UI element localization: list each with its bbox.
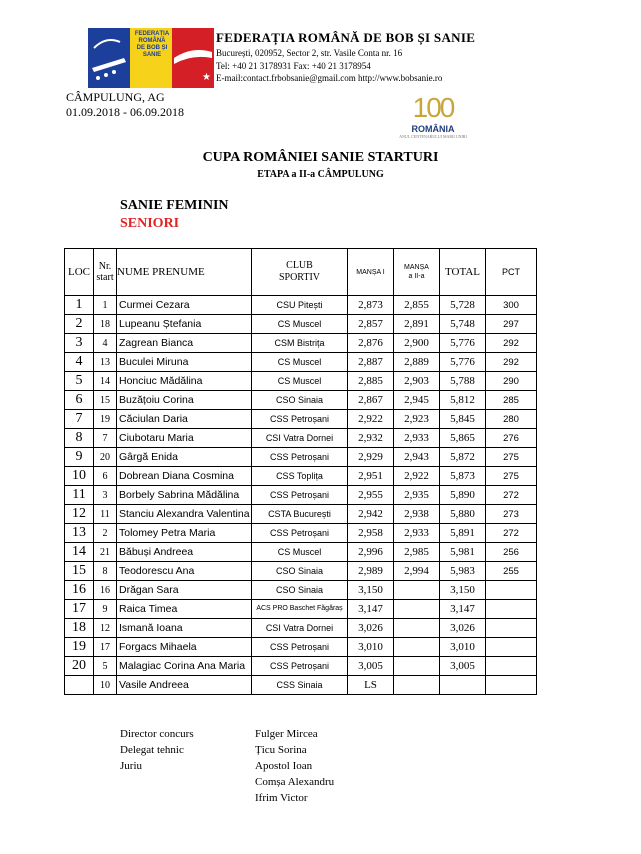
table-row xyxy=(65,296,537,315)
cell-loc: 11 xyxy=(65,486,94,505)
cell-total: 5,890 xyxy=(440,486,486,505)
cell-total: 5,872 xyxy=(440,448,486,467)
cell-name: Curmei Cezara xyxy=(117,296,252,315)
cell-loc: 12 xyxy=(65,505,94,524)
table-row xyxy=(65,619,537,638)
cell-nr-start: 4 xyxy=(94,334,117,353)
header-club-line1: CLUB xyxy=(286,260,313,271)
cell-run1: LS xyxy=(348,676,394,695)
cell-loc: 19 xyxy=(65,638,94,657)
cell-pct: 275 xyxy=(486,448,537,467)
cell-nr-start: 18 xyxy=(94,315,117,334)
cell-nr-start: 11 xyxy=(94,505,117,524)
cell-club: CSS Sinaia xyxy=(252,676,348,695)
cell-run1: 3,005 xyxy=(348,657,394,676)
cell-loc: 1 xyxy=(65,296,94,315)
official-name: Ifrim Victor xyxy=(255,792,308,804)
cell-run1: 3,026 xyxy=(348,619,394,638)
cell-pct: 256 xyxy=(486,543,537,562)
cell-loc: 14 xyxy=(65,543,94,562)
federation-address: București, 020952, Sector 2, str. Vasile Conta nr. 16 xyxy=(216,48,403,58)
table-row xyxy=(65,410,537,429)
cell-pct xyxy=(486,581,537,600)
cell-club: CSO Sinaia xyxy=(252,581,348,600)
table-row xyxy=(65,467,537,486)
cell-total: 3,026 xyxy=(440,619,486,638)
cell-run2: 2,943 xyxy=(394,448,440,467)
cell-run1: 2,929 xyxy=(348,448,394,467)
cell-nr-start: 19 xyxy=(94,410,117,429)
cell-run1: 2,932 xyxy=(348,429,394,448)
cell-run2 xyxy=(394,676,440,695)
event-dates: 01.09.2018 - 06.09.2018 xyxy=(66,105,184,119)
cell-pct: 297 xyxy=(486,315,537,334)
cell-nr-start: 20 xyxy=(94,448,117,467)
official-name: Fulger Mircea xyxy=(255,728,318,740)
cell-run1: 2,922 xyxy=(348,410,394,429)
cell-total: 5,728 xyxy=(440,296,486,315)
federation-name: FEDERAȚIA ROMÂNĂ DE BOB ȘI SANIE xyxy=(216,30,476,45)
cell-nr-start: 12 xyxy=(94,619,117,638)
cell-run2 xyxy=(394,619,440,638)
official-name: Țicu Sorina xyxy=(255,744,307,756)
cell-nr-start: 3 xyxy=(94,486,117,505)
cell-pct: 292 xyxy=(486,353,537,372)
cell-nr-start: 5 xyxy=(94,657,117,676)
cell-club: CSS Petroșani xyxy=(252,638,348,657)
cell-run2 xyxy=(394,581,440,600)
cell-name: Borbely Sabrina Mădălina xyxy=(117,486,252,505)
cell-run1: 2,885 xyxy=(348,372,394,391)
cell-name: Drăgan Sara xyxy=(117,581,252,600)
cell-pct: 273 xyxy=(486,505,537,524)
cell-run2 xyxy=(394,657,440,676)
cell-club: CSS Petroșani xyxy=(252,524,348,543)
cell-run1: 2,942 xyxy=(348,505,394,524)
centenar-logo xyxy=(398,92,468,142)
cell-run2: 2,994 xyxy=(394,562,440,581)
cell-club: CS Muscel xyxy=(252,315,348,334)
cell-club: CSS Petroșani xyxy=(252,410,348,429)
cell-run2: 2,933 xyxy=(394,429,440,448)
cell-total: 5,891 xyxy=(440,524,486,543)
cell-run1: 2,876 xyxy=(348,334,394,353)
cell-run2: 2,903 xyxy=(394,372,440,391)
centenar-subtitle: ANUL CENTENARULUI MARII UNIRI xyxy=(399,134,467,139)
cell-loc: 6 xyxy=(65,391,94,410)
centenar-number: 100 xyxy=(412,92,454,123)
cell-run2: 2,945 xyxy=(394,391,440,410)
cell-loc: 20 xyxy=(65,657,94,676)
cell-pct xyxy=(486,619,537,638)
cell-run1: 2,989 xyxy=(348,562,394,581)
table-row xyxy=(65,600,537,619)
cell-loc: 17 xyxy=(65,600,94,619)
cell-nr-start: 21 xyxy=(94,543,117,562)
cell-loc: 7 xyxy=(65,410,94,429)
cell-name: Tolomey Petra Maria xyxy=(117,524,252,543)
cell-total: 5,880 xyxy=(440,505,486,524)
cell-run2: 2,923 xyxy=(394,410,440,429)
bobsleigh-icon xyxy=(172,28,214,88)
table-row xyxy=(65,543,537,562)
cell-name: Buculei Miruna xyxy=(117,353,252,372)
cell-club: CSM Bistrița xyxy=(252,334,348,353)
cell-total: 3,150 xyxy=(440,581,486,600)
cell-club: ACS PRO Baschet Făgăraș xyxy=(252,600,348,619)
logo-red-band xyxy=(172,28,214,88)
sled-icon xyxy=(88,28,130,88)
cell-nr-start: 9 xyxy=(94,600,117,619)
cell-run2: 2,900 xyxy=(394,334,440,353)
cell-pct xyxy=(486,638,537,657)
cell-run2 xyxy=(394,638,440,657)
cell-run1: 2,873 xyxy=(348,296,394,315)
cell-pct: 280 xyxy=(486,410,537,429)
cell-run1: 2,955 xyxy=(348,486,394,505)
cell-total xyxy=(440,676,486,695)
cell-loc: 16 xyxy=(65,581,94,600)
cell-nr-start: 2 xyxy=(94,524,117,543)
cell-club: CSO Sinaia xyxy=(252,391,348,410)
official-name: Apostol Ioan xyxy=(255,760,313,772)
cell-total: 5,776 xyxy=(440,353,486,372)
table-row xyxy=(65,372,537,391)
cell-run2: 2,938 xyxy=(394,505,440,524)
cell-nr-start: 8 xyxy=(94,562,117,581)
cell-total: 3,010 xyxy=(440,638,486,657)
cell-total: 5,776 xyxy=(440,334,486,353)
cell-loc: 3 xyxy=(65,334,94,353)
cell-run2: 2,855 xyxy=(394,296,440,315)
cell-total: 5,812 xyxy=(440,391,486,410)
cell-club: CS Muscel xyxy=(252,353,348,372)
cell-club: CSS Petroșani xyxy=(252,657,348,676)
cell-name: Lupeanu Ștefania xyxy=(117,315,252,334)
cell-name: Ismană Ioana xyxy=(117,619,252,638)
centenar-name: ROMÂNIA xyxy=(411,124,455,134)
officials-roles xyxy=(120,726,194,774)
officials-names xyxy=(255,726,334,806)
cell-club: CSS Toplița xyxy=(252,467,348,486)
cell-total: 5,788 xyxy=(440,372,486,391)
header-nr-start xyxy=(94,249,117,296)
cell-club: CSS Petroșani xyxy=(252,448,348,467)
header-club xyxy=(252,249,348,296)
table-row xyxy=(65,315,537,334)
header-club-line2: SPORTIV xyxy=(278,272,321,283)
table-row xyxy=(65,353,537,372)
cell-club: CSU Pitești xyxy=(252,296,348,315)
cell-run2: 2,922 xyxy=(394,467,440,486)
cell-run2 xyxy=(394,600,440,619)
cell-pct: 276 xyxy=(486,429,537,448)
cell-nr-start: 14 xyxy=(94,372,117,391)
header-pct: PCT xyxy=(486,249,537,296)
cell-loc: 13 xyxy=(65,524,94,543)
table-header-row xyxy=(65,249,537,296)
page-subtitle: ETAPA a II-a CÂMPULUNG xyxy=(257,169,384,180)
header-run1: MANȘA I xyxy=(348,249,394,296)
cell-pct: 292 xyxy=(486,334,537,353)
logo-text: FEDERAȚIA ROMÂNĂ DE BOB ȘI SANIE xyxy=(134,31,170,58)
header-run2 xyxy=(394,249,440,296)
cell-loc: 9 xyxy=(65,448,94,467)
cell-name: Raica Timea xyxy=(117,600,252,619)
cell-total: 5,748 xyxy=(440,315,486,334)
cell-run1: 2,857 xyxy=(348,315,394,334)
cell-pct: 272 xyxy=(486,524,537,543)
cell-pct: 285 xyxy=(486,391,537,410)
cell-total: 5,865 xyxy=(440,429,486,448)
cell-run1: 3,010 xyxy=(348,638,394,657)
official-role: Juriu xyxy=(120,760,142,772)
cell-loc: 18 xyxy=(65,619,94,638)
page-title: CUPA ROMÂNIEI SANIE STARTURI xyxy=(202,150,439,165)
cell-name: Vasile Andreea xyxy=(117,676,252,695)
table-row xyxy=(65,524,537,543)
cell-club: CSTA București xyxy=(252,505,348,524)
cell-name: Căciulan Daria xyxy=(117,410,252,429)
cell-run1: 2,951 xyxy=(348,467,394,486)
cell-nr-start: 10 xyxy=(94,676,117,695)
cell-name: Buzățoiu Corina xyxy=(117,391,252,410)
cell-pct: 300 xyxy=(486,296,537,315)
cell-club: CS Muscel xyxy=(252,372,348,391)
cell-pct: 290 xyxy=(486,372,537,391)
cell-run1: 2,996 xyxy=(348,543,394,562)
cell-club: CSS Petroșani xyxy=(252,486,348,505)
svg-text:★: ★ xyxy=(202,72,211,83)
header-nr-line1: Nr. xyxy=(98,261,112,272)
table-row xyxy=(65,391,537,410)
cell-name: Teodorescu Ana xyxy=(117,562,252,581)
cell-total: 3,147 xyxy=(440,600,486,619)
official-role: Delegat tehnic xyxy=(120,744,184,756)
cell-name: Dobrean Diana Cosmina xyxy=(117,467,252,486)
cell-total: 5,983 xyxy=(440,562,486,581)
cell-name: Malagiac Corina Ana Maria xyxy=(117,657,252,676)
official-role: Director concurs xyxy=(120,728,194,740)
cell-club: CS Muscel xyxy=(252,543,348,562)
cell-pct xyxy=(486,676,537,695)
cell-pct xyxy=(486,657,537,676)
cell-loc: 8 xyxy=(65,429,94,448)
header-total: TOTAL xyxy=(440,249,486,296)
cell-run2: 2,935 xyxy=(394,486,440,505)
event-location: CÂMPULUNG, AG xyxy=(66,90,165,104)
federation-logo xyxy=(88,28,214,88)
cell-run1: 3,147 xyxy=(348,600,394,619)
cell-loc: 4 xyxy=(65,353,94,372)
header-nr-line2: start xyxy=(96,272,114,283)
age-group-label: SENIORI xyxy=(120,216,180,231)
cell-loc: 15 xyxy=(65,562,94,581)
cell-name: Gârgă Enida xyxy=(117,448,252,467)
cell-total: 3,005 xyxy=(440,657,486,676)
table-row xyxy=(65,657,537,676)
cell-name: Honciuc Mădălina xyxy=(117,372,252,391)
cell-pct: 275 xyxy=(486,467,537,486)
table-row xyxy=(65,448,537,467)
table-row xyxy=(65,486,537,505)
cell-nr-start: 1 xyxy=(94,296,117,315)
header-loc: LOC xyxy=(65,249,94,296)
federation-contact: E-mail:contact.frbobsanie@gmail.com http://www.bobsanie.ro xyxy=(216,73,443,83)
header-run2-line1: MANȘA xyxy=(404,264,429,271)
cell-name: Zagrean Bianca xyxy=(117,334,252,353)
cell-name: Băbuși Andreea xyxy=(117,543,252,562)
cell-club: CSI Vatra Dornei xyxy=(252,429,348,448)
cell-run2: 2,889 xyxy=(394,353,440,372)
cell-run2: 2,985 xyxy=(394,543,440,562)
cell-name: Stanciu Alexandra Valentina xyxy=(117,505,252,524)
logo-blue-band xyxy=(88,28,130,88)
table-row xyxy=(65,505,537,524)
cell-run2: 2,891 xyxy=(394,315,440,334)
cell-loc: 2 xyxy=(65,315,94,334)
category-label: SANIE FEMININ xyxy=(120,198,229,213)
cell-loc: 10 xyxy=(65,467,94,486)
cell-loc: 5 xyxy=(65,372,94,391)
cell-name: Ciubotaru Maria xyxy=(117,429,252,448)
cell-nr-start: 7 xyxy=(94,429,117,448)
official-name: Comșa Alexandru xyxy=(255,776,335,788)
table-row xyxy=(65,638,537,657)
table-row xyxy=(65,334,537,353)
table-row xyxy=(65,562,537,581)
cell-run1: 2,867 xyxy=(348,391,394,410)
cell-nr-start: 6 xyxy=(94,467,117,486)
table-row xyxy=(65,429,537,448)
cell-total: 5,873 xyxy=(440,467,486,486)
header-run2-line2: a II-a xyxy=(408,273,425,280)
cell-run2: 2,933 xyxy=(394,524,440,543)
table-row xyxy=(65,676,537,695)
results-table xyxy=(64,248,537,695)
federation-phone: Tel: +40 21 3178931 Fax: +40 21 3178954 xyxy=(216,61,371,71)
cell-pct xyxy=(486,600,537,619)
cell-nr-start: 17 xyxy=(94,638,117,657)
cell-club: CSO Sinaia xyxy=(252,562,348,581)
table-row xyxy=(65,581,537,600)
cell-loc xyxy=(65,676,94,695)
cell-run1: 2,958 xyxy=(348,524,394,543)
cell-total: 5,845 xyxy=(440,410,486,429)
cell-run1: 3,150 xyxy=(348,581,394,600)
cell-club: CSI Vatra Dornei xyxy=(252,619,348,638)
cell-nr-start: 13 xyxy=(94,353,117,372)
cell-nr-start: 15 xyxy=(94,391,117,410)
cell-run1: 2,887 xyxy=(348,353,394,372)
cell-name: Forgacs Mihaela xyxy=(117,638,252,657)
cell-total: 5,981 xyxy=(440,543,486,562)
header-name: NUME PRENUME xyxy=(117,249,252,296)
cell-nr-start: 16 xyxy=(94,581,117,600)
cell-pct: 255 xyxy=(486,562,537,581)
cell-pct: 272 xyxy=(486,486,537,505)
